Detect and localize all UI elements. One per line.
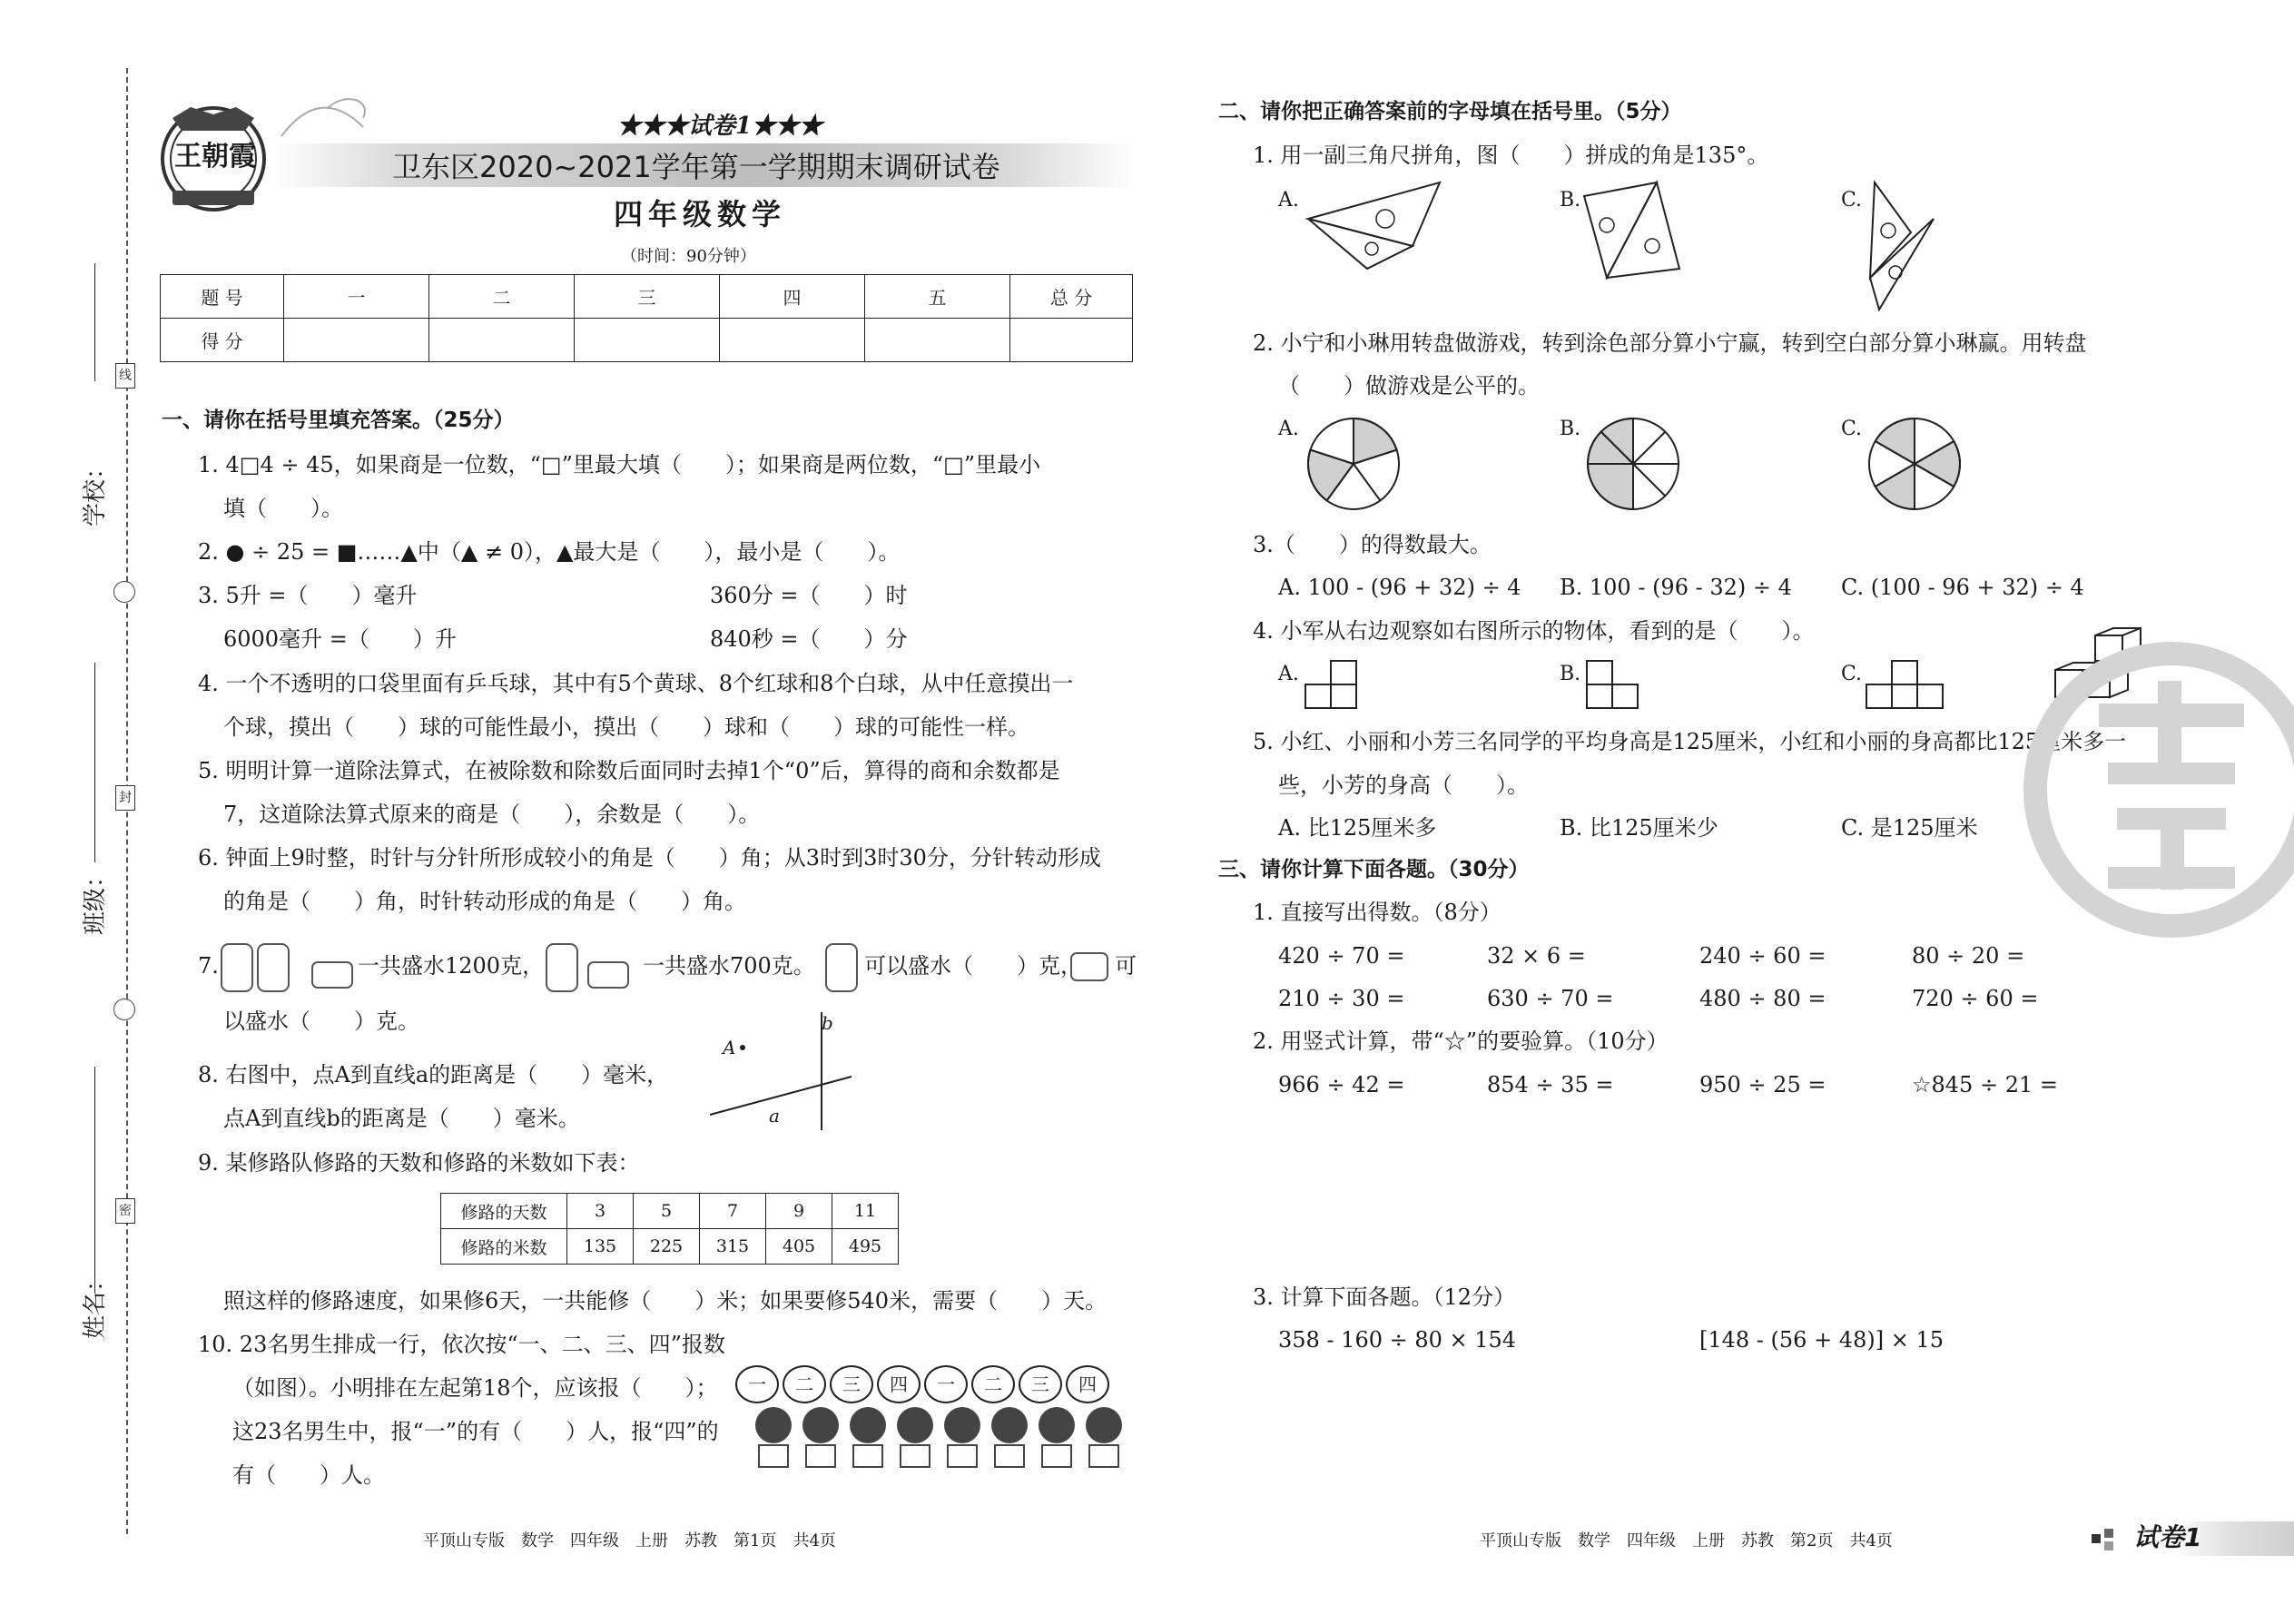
s2-q2-line1: 2. 小宁和小琳用转盘做游戏，转到涂色部分算小宁赢，转到空白部分算小琳赢。用转盘 xyxy=(1253,330,2087,356)
ribbon-icon xyxy=(272,91,381,145)
q7-text5: 以盛水（ ）克。 xyxy=(223,1009,419,1034)
s2-q1-option-a: A. xyxy=(1278,189,1299,212)
triangles-c-icon xyxy=(1861,178,1943,314)
road-cell: 225 xyxy=(634,1229,700,1265)
q2-line: 2. ● ÷ 25 = ■……▲中（▲ ≠ 0），▲最大是（ ），最小是（ ）。 xyxy=(198,539,901,565)
q4-line2: 个球，摸出（ ）球的可能性最小，摸出（ ）球和（ ）球的可能性一样。 xyxy=(223,714,1029,740)
q3-item3: 6000毫升 =（ ）升 xyxy=(223,626,457,652)
spinner-c-icon xyxy=(1865,414,1964,514)
logo-text: 王朝霞 xyxy=(174,141,256,172)
tag-square-icon xyxy=(2104,1529,2113,1538)
s2-q4-option-a: A. xyxy=(1278,663,1299,685)
kettle-icon xyxy=(821,935,864,995)
view-b-icon xyxy=(1585,659,1643,712)
footer-right: 平顶山专版 数学 四年级 上册 苏教 第2页 共4页 xyxy=(1480,1531,1893,1550)
class-line xyxy=(94,663,95,862)
s2-q3-option-a: A. 100 - (96 + 32) ÷ 4 xyxy=(1278,575,1521,600)
spinner-b-icon xyxy=(1583,414,1683,514)
count-bubble: 一 xyxy=(924,1365,968,1403)
calc-item: 210 ÷ 30 = xyxy=(1278,986,1405,1011)
q3-item1: 3. 5升 =（ ）毫升 xyxy=(198,583,418,608)
q7-text3: 可以盛水（ ）克， xyxy=(864,953,1082,979)
vertical-calc-item: 966 ÷ 42 = xyxy=(1278,1072,1405,1097)
calc-item: 32 × 6 = xyxy=(1487,943,1586,969)
road-row-label: 修路的天数 xyxy=(441,1194,567,1229)
q6-line1: 6. 钟面上9时整，时针与分针所形成较小的角是（ ）角；从3时到3时30分，分针转动形成 xyxy=(198,845,1101,871)
q6-line2: 的角是（ ）角，时针转动形成的角是（ ）角。 xyxy=(223,889,746,914)
count-bubble: 二 xyxy=(971,1365,1015,1403)
school-label: 学校： xyxy=(82,455,109,527)
punch-hole-icon xyxy=(113,999,135,1020)
s2-q1: 1. 用一副三角尺拼角，图（ ）拼成的角是135°。 xyxy=(1253,143,1769,168)
calc-item: 80 ÷ 20 = xyxy=(1912,943,2025,969)
vertical-calc-item: 854 ÷ 35 = xyxy=(1487,1072,1614,1097)
s2-q3-option-c: C. (100 - 96 + 32) ÷ 4 xyxy=(1841,575,2084,600)
s2-q4-option-c: C. xyxy=(1841,663,1863,685)
s2-q2-option-c: C. xyxy=(1841,418,1863,440)
road-cell: 495 xyxy=(832,1229,899,1265)
cup-icon xyxy=(1068,944,1113,989)
name-label: 姓名： xyxy=(82,1267,109,1339)
road-cell: 315 xyxy=(700,1229,766,1265)
section2-title: 二、请你把正确答案前的字母填在括号里。（5分） xyxy=(1218,100,1682,123)
school-line xyxy=(94,263,95,381)
exam-title: 卫东区2020~2021学年第一学期期末调研试卷 xyxy=(392,150,1000,184)
q8-line1: 8. 右图中，点A到直线a的距离是（ ）毫米， xyxy=(198,1062,669,1088)
kettles-cup-icon xyxy=(218,935,358,995)
seal-box-mi: 密 xyxy=(115,1198,135,1224)
tag-square-icon xyxy=(2104,1541,2113,1550)
score-header: 三 xyxy=(575,275,720,319)
score-cell[interactable] xyxy=(865,319,1010,362)
line-a-label: a xyxy=(769,1105,780,1127)
view-c-icon xyxy=(1865,659,1948,712)
count-bubble: 四 xyxy=(877,1365,921,1403)
view-a-icon xyxy=(1304,659,1362,712)
subject-title: 四年级数学 xyxy=(614,197,787,231)
q10-line1: 10. 23名男生排成一行，依次按“一、二、三、四”报数 xyxy=(198,1332,725,1357)
q7-text2: 一共盛水700克。 xyxy=(643,953,815,979)
s3-q1: 1. 直接写出得数。（8分） xyxy=(1253,900,1501,925)
q7-text1: 一共盛水1200克， xyxy=(358,953,545,979)
count-bubble: 三 xyxy=(1019,1365,1062,1403)
count-bubble: 一 xyxy=(735,1365,779,1403)
q3-item2: 360分 =（ ）时 xyxy=(710,583,908,608)
name-line xyxy=(94,1067,95,1294)
s3-q3: 3. 计算下面各题。（12分） xyxy=(1253,1284,1516,1310)
q10-line3: 这23名男生中，报“一”的有（ ）人，报“四”的 xyxy=(232,1419,719,1444)
score-header: 总 分 xyxy=(1010,275,1133,319)
triangles-a-icon xyxy=(1304,178,1458,273)
vertical-calc-item: 950 ÷ 25 = xyxy=(1699,1072,1826,1097)
spinner-a-icon xyxy=(1304,414,1403,514)
q7-number: 7. xyxy=(198,953,219,979)
score-cell[interactable] xyxy=(429,319,575,362)
score-header: 五 xyxy=(865,275,1010,319)
secret-seal-watermark-icon xyxy=(2017,626,2294,953)
calc-item: 630 ÷ 70 = xyxy=(1487,986,1614,1011)
punch-hole-icon xyxy=(113,581,135,603)
q9-line: 9. 某修路队修路的天数和修路的米数如下表： xyxy=(198,1150,640,1176)
q10-line2: （如图）。小明排在左起第18个，应该报（ ）； xyxy=(232,1375,718,1401)
road-cell: 3 xyxy=(567,1194,634,1229)
s3-q2: 2. 用竖式计算，带“☆”的要验算。（10分） xyxy=(1253,1029,1669,1054)
s2-q3: 3.（ ）的得数最大。 xyxy=(1253,532,1492,557)
s2-q5-option-b: B. 比125厘米少 xyxy=(1560,815,1718,841)
calc-item: 720 ÷ 60 = xyxy=(1912,986,2039,1011)
q1-line1: 1. 4□4 ÷ 45，如果商是一位数，“□”里最大填（ ）；如果商是两位数，“□”里最小 xyxy=(198,452,1041,477)
road-cell: 11 xyxy=(832,1194,899,1229)
kettle-cups-icon xyxy=(543,935,643,995)
seal-box-xian: 线 xyxy=(115,363,135,389)
q4-line1: 4. 一个不透明的口袋里面有乒乓球，其中有5个黄球、8个红球和8个白球，从中任意摸出一 xyxy=(198,671,1074,696)
point-a-label: A xyxy=(723,1037,736,1058)
s2-q4: 4. 小军从右边观察如右图所示的物体，看到的是（ ）。 xyxy=(1253,618,1815,644)
score-header: 二 xyxy=(429,275,575,319)
score-cell[interactable] xyxy=(1010,319,1133,362)
score-header: 四 xyxy=(720,275,865,319)
road-row-label: 修路的米数 xyxy=(441,1229,567,1265)
q3-item4: 840秒 =（ ）分 xyxy=(710,626,908,652)
s2-q1-option-b: B. xyxy=(1560,189,1581,212)
count-bubble: 二 xyxy=(783,1365,826,1403)
seal-box-feng: 封 xyxy=(115,785,135,811)
road-cell: 9 xyxy=(766,1194,832,1229)
s2-q2-option-a: A. xyxy=(1278,418,1299,440)
q7-text4: 可 xyxy=(1115,953,1137,979)
road-cell: 7 xyxy=(700,1194,766,1229)
class-label: 班级： xyxy=(82,863,109,935)
mixed-calc-item: [148 - (56 + 48)] × 15 xyxy=(1699,1327,1944,1353)
road-table xyxy=(440,1193,899,1265)
score-cell[interactable] xyxy=(720,319,865,362)
s2-q5-option-a: A. 比125厘米多 xyxy=(1278,815,1437,841)
q10-line4: 有（ ）人。 xyxy=(232,1462,385,1488)
section1-title: 一、请你在括号里填充答案。（25分） xyxy=(162,408,515,432)
s2-q2-option-b: B. xyxy=(1560,418,1581,440)
line-b-label: b xyxy=(822,1012,833,1034)
series-label: ★★★试卷1★★★ xyxy=(617,113,823,140)
calc-item: 480 ÷ 80 = xyxy=(1699,986,1826,1011)
score-header: 题 号 xyxy=(161,275,284,319)
tag-square-icon xyxy=(2092,1534,2101,1543)
footer-left: 平顶山专版 数学 四年级 上册 苏教 第1页 共4页 xyxy=(423,1531,836,1550)
footer-tag: 试卷1 xyxy=(2133,1522,2202,1552)
q5-line1: 5. 明明计算一道除法算式，在被除数和除数后面同时去掉1个“0”后，算得的商和余数都是 xyxy=(198,758,1060,783)
count-bubble: 四 xyxy=(1066,1365,1109,1403)
calc-item: 420 ÷ 70 = xyxy=(1278,943,1405,969)
q8-line2: 点A到直线b的距离是（ ）毫米。 xyxy=(223,1106,580,1131)
section3-title: 三、请你计算下面各题。（30分） xyxy=(1218,858,1530,881)
s2-q5-option-c: C. 是125厘米 xyxy=(1841,815,1978,841)
time-limit: （时间：90分钟） xyxy=(621,247,756,266)
mixed-calc-item: 358 - 160 ÷ 80 × 154 xyxy=(1278,1327,1517,1353)
count-bubble: 三 xyxy=(830,1365,873,1403)
s2-q2-line2: （ ）做游戏是公平的。 xyxy=(1278,373,1540,399)
score-row-label: 得 分 xyxy=(161,319,284,362)
q1-line2: 填（ ）。 xyxy=(223,496,343,521)
score-cell[interactable] xyxy=(284,319,429,362)
s2-q3-option-b: B. 100 - (96 - 32) ÷ 4 xyxy=(1560,575,1792,600)
s2-q1-option-c: C. xyxy=(1841,189,1863,212)
s2-q5-line1: 5. 小红、小丽和小芳三名同学的平均身高是125厘米，小红和小丽的身高都比125厘米多一 xyxy=(1253,729,2127,754)
score-header: 一 xyxy=(284,275,429,319)
q5-line2: 7，这道除法算式原来的商是（ ），余数是（ ）。 xyxy=(223,802,761,827)
calc-item: 240 ÷ 60 = xyxy=(1699,943,1826,969)
road-cell: 135 xyxy=(567,1229,634,1265)
score-cell[interactable] xyxy=(575,319,720,362)
road-cell: 405 xyxy=(766,1229,832,1265)
lines-diagram xyxy=(699,1008,881,1135)
boys-row-icon xyxy=(750,1405,1140,1469)
s2-q4-option-b: B. xyxy=(1560,663,1581,685)
score-table xyxy=(160,274,1133,362)
triangles-b-icon xyxy=(1580,178,1698,282)
road-cell: 5 xyxy=(634,1194,700,1229)
q9-question: 照这样的修路速度，如果修6天，一共能修（ ）米；如果要修540米，需要（ ）天。 xyxy=(223,1288,1108,1314)
vertical-calc-item: ☆845 ÷ 21 = xyxy=(1912,1072,2058,1097)
s2-q5-line2: 些，小芳的身高（ ）。 xyxy=(1278,773,1529,798)
